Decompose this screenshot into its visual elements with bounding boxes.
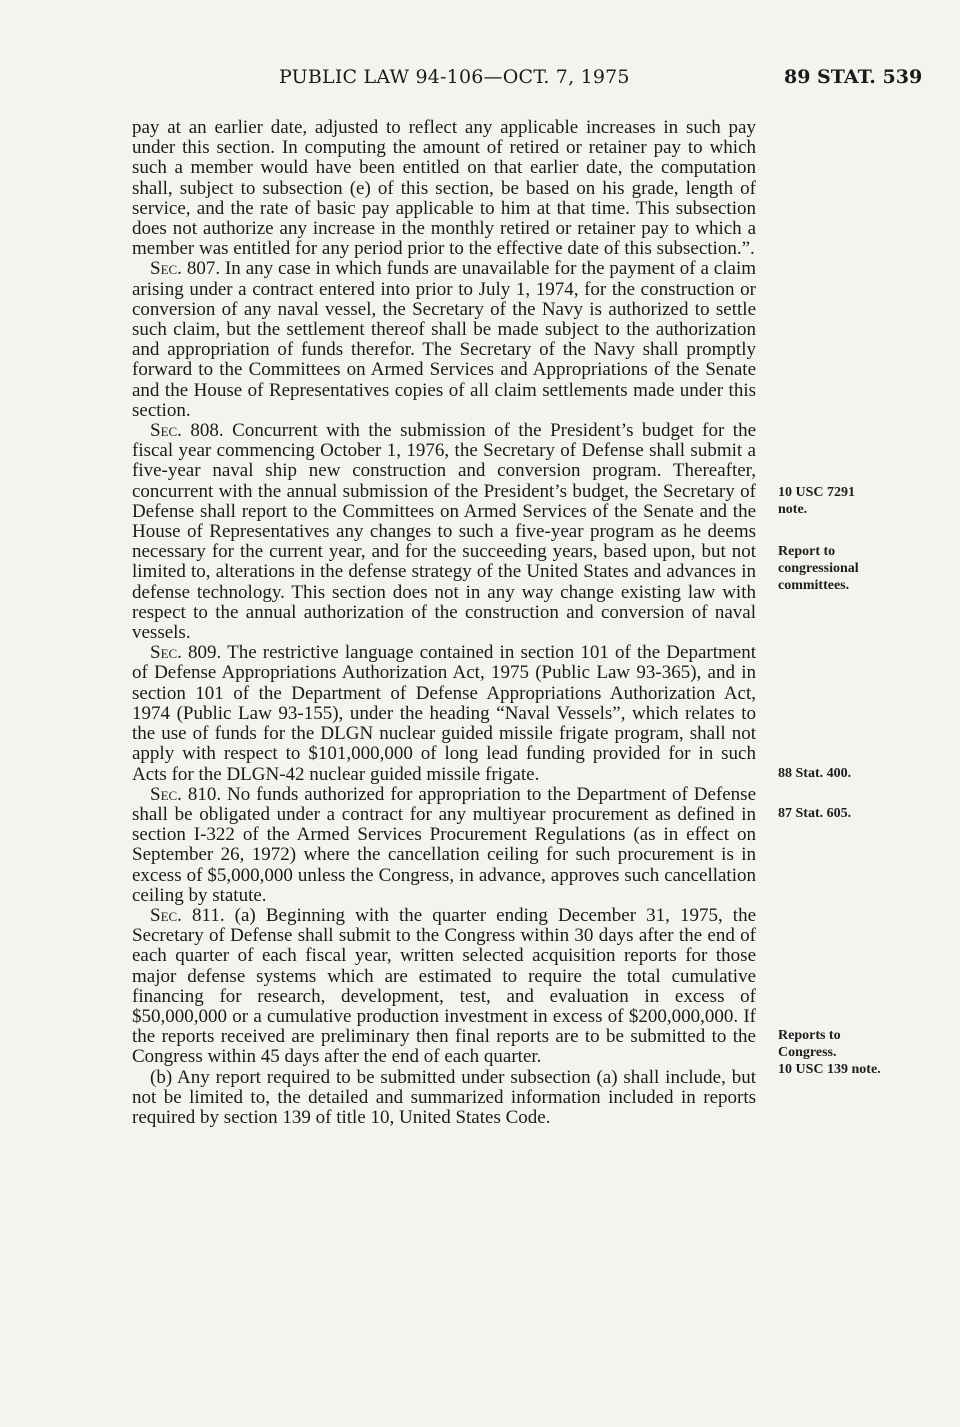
section-label: Sec. 808.	[150, 420, 224, 442]
section-808	[132, 421, 756, 643]
section-809	[132, 643, 756, 784]
body-text	[132, 118, 756, 1128]
section-811-b	[132, 1068, 756, 1129]
section-text: The restrictive language contained in section 101 of the Department of Defense Appropriations Authorization Act, 1975 (Public Law 93-365), and in section 101 of the Department of Defense Appropriations Authorization Act, 1974 (Public Law 93-155), under the heading “Naval Vessels”, which relates to the use of funds for the DLGN nuclear guided missile frigate program, shall not apply with respect to $101,000,000 of long lead funding provided for in such Acts for the DLGN-42 nuclear guided missile frigate.	[132, 642, 756, 785]
section-811	[132, 906, 756, 1068]
section-label: Sec. 810.	[150, 783, 222, 805]
margin-note-88-stat: 88 Stat. 400.	[778, 766, 852, 781]
page-header-title: PUBLIC LAW 94-106—OCT. 7, 1975	[279, 66, 630, 88]
section-text: In any case in which funds are unavailable for the payment of a claim arising under a contract entered into prior to July 1, 1974, for the construction or conversion of any naval vessel, the Secretary of the Navy is authorized to settle such claim, but the settlement thereof shall be made subject to the authorization and appropriation of funds therefor. The Secretary of the Navy shall promptly forward to the Committees on Armed Services and Appropriations of the Senate and the House of Representatives copies of all claim settlements made under this section.	[132, 258, 757, 421]
section-807	[132, 259, 756, 421]
margin-note-reports-congress: Reports to Congress. 10 USC 139 note.	[778, 1028, 881, 1077]
section-label: Sec. 809.	[150, 642, 222, 664]
section-text: (a) Beginning with the quarter ending December 31, 1975, the Secretary of Defense shall submit to the Congress within 30 days after the end of each quarter of each fiscal year, written selected acquisition reports for those major defense systems which are estimated to require the total cumulative financing for research, development, test, and evaluation in excess of $50,000,000 or a cumulative production investment in excess of $200,000,000. If the reports received are preliminary then final reports are to be submitted to the Congress within 45 days after the end of each quarter.	[132, 904, 757, 1068]
margin-note-87-stat: 87 Stat. 605.	[778, 806, 852, 821]
paragraph-text: pay at an earlier date, adjusted to reflect any applicable increases in such pay under this section. In computing the amount of retired or retainer pay to which such a member would have been entitled on that earlier date, the computation shall, subject to subsection (e) of this section, be based on his grade, length of service, and the rate of basic pay applicable to him at that time. This subsection does not authorize any increase in the monthly retired or retainer pay to which a member was entitled for any period prior to the effective date of this subsection.”.	[132, 117, 756, 260]
margin-note-10-usc-7291: 10 USC 7291 note.	[778, 485, 856, 517]
section-810	[132, 785, 756, 906]
margin-note-report-committees: Report to congressional committees.	[778, 544, 859, 593]
section-text: No funds authorized for appropriation to the Department of Defense shall be obligated under a contract for any multiyear procurement as defined in section I-322 of the Armed Services Procurement Regulations (as in effect on September 26, 1972) where the cancellation ceiling for such procurement is in excess of $5,000,000 unless the Congress, in advance, approves such cancellation ceiling by statute.	[132, 783, 756, 906]
section-text: Concurrent with the submission of the President’s budget for the fiscal year commencing October 1, 1976, the Secretary of Defense shall submit a five-year naval ship new construction and conversion program. Thereafter, concurrent with the annual submission of the President’s budget, the Secretary of Defense shall report to the Committees on Armed Services of the Senate and the House of Representatives any changes to such a five-year program as he deems necessary for the current year, and for the succeeding years, based upon, but not limited to, alterations in the defense strategy of the United States and advances in defense technology. This section does not in any way change existing law with respect to the annual authorization of the construction and conversion of naval vessels.	[132, 420, 756, 644]
section-label: Sec. 811.	[150, 904, 225, 926]
section-text: (b) Any report required to be submitted under subsection (a) shall include, but not be limited to, the detailed and summarized information included in reports required by section 139 of title 10, United States Code.	[132, 1066, 756, 1128]
section-label: Sec. 807.	[150, 258, 221, 280]
page-header-stat: 89 STAT. 539	[784, 66, 923, 88]
paragraph-continuation	[132, 118, 756, 259]
